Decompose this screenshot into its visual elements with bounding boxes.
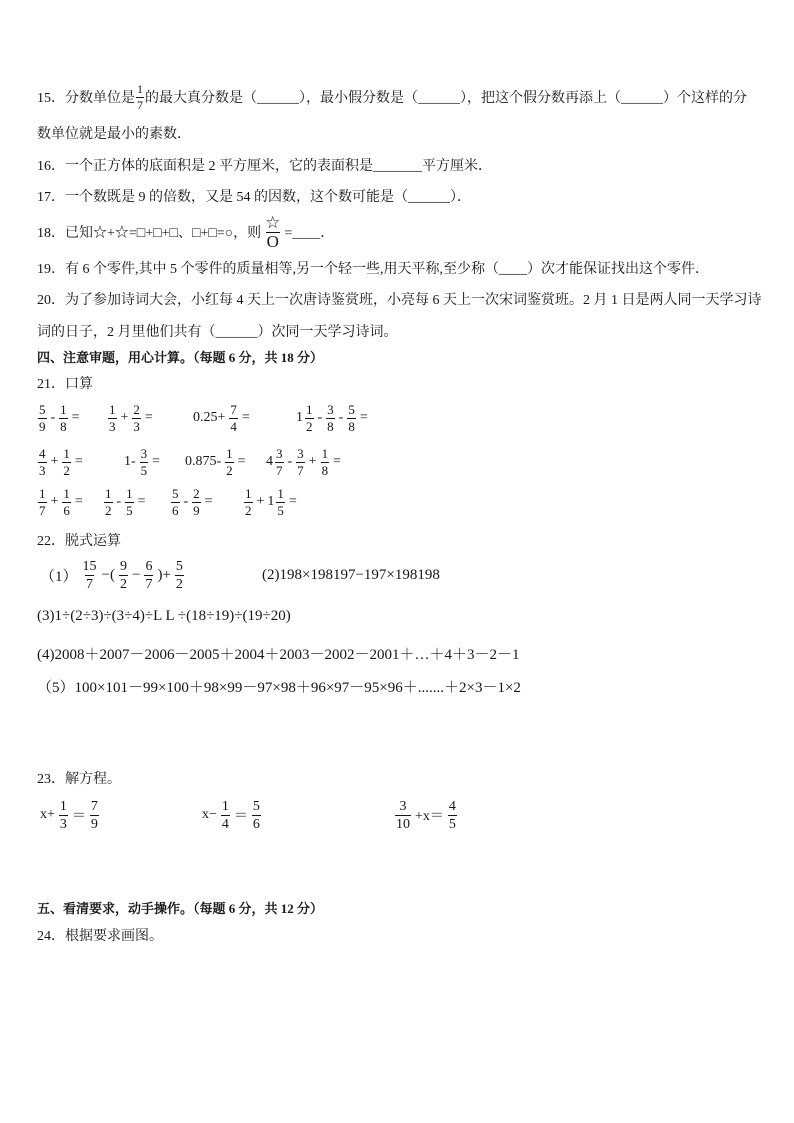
text-segment: 0.25+ [193, 410, 226, 425]
fraction-denominator: 8 [60, 418, 67, 434]
text-segment: 15．分数单位是 [37, 91, 135, 106]
text-segment: 18．已知☆+☆=□+□+□、□+□=○，则 [37, 226, 262, 241]
question-20-text: 20．为了参加诗词大会，小红每 4 天上一次唐诗鉴赏班，小亮每 6 天上一次宋词鉴赏班。2 月 1 日是两人同一天学习诗 [37, 293, 762, 308]
fraction-numerator: 3 [276, 445, 283, 461]
fraction-numerator: 5 [252, 798, 260, 814]
question-24 [37, 917, 163, 953]
stepwise-calc-3-text: (3)1÷(2÷3)÷(3÷4)÷L L ÷(18÷19)÷(19÷20) [37, 607, 291, 624]
fraction-denominator: 6 [172, 502, 179, 518]
fraction-numerator: 3 [327, 401, 334, 417]
fraction [38, 447, 47, 478]
stepwise-calc-4 [37, 635, 520, 671]
fraction-numerator: 6 [145, 558, 153, 574]
fraction-denominator: 7 [137, 97, 143, 112]
fraction [252, 799, 261, 832]
fraction-denominator: 2 [119, 576, 127, 592]
mixed-number-whole: 1 [296, 410, 303, 425]
text-segment: - [183, 494, 189, 509]
equation-3 [394, 797, 458, 833]
fraction [244, 487, 253, 518]
oral-calc-item [170, 484, 216, 520]
oral-calc-item [107, 400, 156, 436]
text-segment: ＝ [233, 809, 248, 824]
fraction-numerator: 3 [140, 445, 148, 461]
oral-calc-item [103, 484, 149, 520]
stepwise-calc-5-text: （5）100×101－99×100＋98×99－97×98＋96×97－95×96＋.......＋2×3－1×2 [37, 679, 521, 696]
fraction-numerator: 7 [90, 798, 98, 814]
text-segment: = [74, 494, 83, 509]
fraction-denominator: 5 [277, 502, 284, 518]
fraction-denominator: 10 [396, 816, 410, 832]
text-segment: + [50, 454, 59, 469]
text-segment: =____． [284, 226, 335, 241]
fraction-denominator: 2 [226, 462, 233, 478]
fraction [104, 487, 113, 518]
text-segment: = [359, 410, 368, 425]
fraction-numerator: 1 [245, 485, 252, 501]
fraction-numerator: 9 [119, 558, 127, 574]
fraction-denominator: 8 [348, 418, 355, 434]
stepwise-calc-1 [37, 557, 185, 593]
fraction [326, 403, 335, 434]
fraction-denominator: 8 [321, 462, 329, 478]
fraction [132, 403, 141, 434]
oral-calc-item [243, 484, 300, 520]
fraction-numerator: 1 [59, 798, 67, 814]
fraction [62, 447, 71, 478]
fraction-denominator: 9 [193, 502, 200, 518]
fraction-denominator: 4 [230, 418, 237, 434]
text-segment: - [338, 410, 344, 425]
fraction-denominator: 3 [109, 418, 116, 434]
fraction-numerator: 1 [321, 445, 329, 461]
fraction-denominator: 3 [133, 418, 140, 434]
text-segment: - [50, 410, 56, 425]
fraction [62, 487, 71, 518]
fraction-numerator: 1 [63, 485, 70, 501]
text-segment: −( [101, 566, 115, 583]
oral-calc-item [296, 400, 371, 436]
fraction [140, 447, 149, 478]
fraction-numerator: 3 [297, 445, 304, 461]
text-segment: + [308, 454, 317, 469]
fraction [136, 83, 144, 112]
oral-calc-item [266, 444, 344, 480]
text-segment: = [237, 454, 246, 469]
stepwise-calc-3 [37, 598, 291, 634]
fraction [125, 487, 134, 518]
text-segment: = [204, 494, 213, 509]
stepwise-calc-2 [262, 557, 440, 593]
fraction-numerator: 4 [39, 445, 46, 461]
fraction-numerator: 5 [172, 485, 179, 501]
text-segment: （1） [40, 568, 78, 585]
fraction-numerator: 5 [348, 401, 355, 417]
fraction-denominator: 2 [175, 576, 183, 592]
question-18 [37, 214, 334, 250]
equation-2 [199, 797, 262, 833]
text-segment: 的最大真分数是（______），最小假分数是（______），把这个假分数再添上（______）个这样的分 [145, 91, 747, 106]
fraction [171, 487, 180, 518]
text-segment: = [144, 410, 153, 425]
fraction-denominator: O [266, 231, 279, 250]
fraction-numerator: 1 [39, 485, 46, 501]
fraction-denominator: 5 [448, 816, 456, 832]
text-segment: + [120, 410, 129, 425]
text-segment: − [131, 566, 141, 583]
text-segment: = [241, 410, 250, 425]
fraction [229, 403, 238, 434]
question-20-line-1 [37, 281, 762, 317]
oral-calc-item [190, 400, 253, 436]
fraction-numerator: 1 [221, 798, 229, 814]
question-23-title: 23．解方程。 [37, 772, 121, 787]
text-segment: )+ [157, 566, 171, 583]
fraction-numerator: 1 [63, 445, 70, 461]
fraction [347, 403, 356, 434]
fraction-denominator: 5 [140, 462, 148, 478]
question-23-heading [37, 760, 121, 796]
fraction-numerator: 1 [126, 485, 133, 501]
fraction-numerator: 15 [82, 558, 97, 574]
fraction-numerator: 4 [448, 798, 456, 814]
fraction-numerator: 5 [175, 558, 183, 574]
text-segment: 0.875- [185, 454, 222, 469]
fraction-denominator: 3 [39, 462, 46, 478]
question-16-text: 16．一个正方体的底面积是 2 平方厘米，它的表面积是_______平方厘米． [37, 159, 492, 174]
fraction-denominator: 2 [306, 418, 313, 434]
question-20-text-continued: 词的日子，2 月里他们共有（______）次同一天学习诗词。 [37, 325, 398, 340]
text-segment: + [256, 494, 265, 509]
text-segment: = [288, 494, 297, 509]
text-segment: 1- [124, 454, 136, 469]
text-segment: x− [202, 807, 217, 822]
fraction-denominator: 6 [63, 502, 70, 518]
text-segment: = [137, 494, 146, 509]
question-15-text-continued: 数单位就是最小的素数． [37, 127, 191, 142]
fraction-denominator: 3 [59, 816, 67, 832]
fraction [305, 403, 314, 434]
fraction-numerator: 1 [105, 485, 112, 501]
text-segment: x+ [40, 807, 55, 822]
question-21-heading [37, 365, 93, 401]
section-4-title: 四、注意审题，用心计算。（每题 6 分，共 18 分） [37, 349, 324, 365]
question-21-title: 21．口算 [37, 377, 93, 392]
fraction-numerator: 1 [306, 401, 313, 417]
question-24-text: 24．根据要求画图。 [37, 929, 163, 944]
fraction-denominator: 6 [252, 816, 260, 832]
fraction-numerator: 2 [133, 401, 140, 417]
question-17-text: 17．一个数既是 9 的倍数，又是 54 的因数，这个数可能是（______）． [37, 190, 471, 205]
fraction [38, 403, 47, 434]
stepwise-calc-2-text: (2)198×198197−197×198198 [262, 566, 440, 583]
oral-calc-item [37, 484, 86, 520]
section-5-title: 五、看清要求，动手操作。（每题 6 分，共 12 分） [37, 900, 324, 916]
text-segment: +x＝ [415, 809, 444, 824]
fraction [108, 403, 117, 434]
equation-1 [37, 797, 100, 833]
text-segment: = [152, 454, 161, 469]
fraction-numerator: 1 [60, 401, 67, 417]
fraction [192, 487, 201, 518]
fraction-denominator: 4 [221, 816, 229, 832]
fraction-denominator: 7 [39, 502, 46, 518]
oral-calc-item [121, 444, 163, 480]
fraction-denominator: 9 [39, 418, 46, 434]
text-segment: = [71, 410, 80, 425]
fraction [221, 799, 230, 832]
fraction [296, 447, 305, 478]
fraction-numerator: 2 [193, 485, 200, 501]
fraction [275, 447, 284, 478]
fraction-numerator: 3 [399, 798, 407, 814]
oral-calc-item [37, 400, 83, 436]
question-17 [37, 178, 471, 214]
fraction-denominator: 7 [297, 462, 304, 478]
question-19-text: 19．有 6 个零件,其中 5 个零件的质量相等,另一个轻一些,用天平称,至少称（____）次才能保证找出这个零件． [37, 262, 709, 277]
fraction [59, 403, 68, 434]
oral-calc-item [37, 444, 86, 480]
text-segment: = [333, 454, 341, 469]
fraction [448, 799, 457, 832]
fraction [90, 799, 99, 832]
fraction [321, 447, 330, 478]
text-segment: - [317, 410, 323, 425]
question-22-heading [37, 522, 121, 558]
fraction [82, 559, 98, 592]
text-segment: = [74, 454, 83, 469]
fraction [175, 559, 184, 592]
fraction-denominator: 5 [126, 502, 133, 518]
fraction-numerator: ☆ [265, 214, 281, 232]
fraction-numerator: 1 [137, 81, 143, 96]
text-segment: - [287, 454, 293, 469]
fraction [38, 487, 47, 518]
fraction-numerator: 1 [226, 445, 233, 461]
stepwise-calc-4-text: (4)2008＋2007－2006－2005＋2004＋2003－2002－2001＋…＋4＋3－2－1 [37, 646, 520, 663]
fraction-denominator: 7 [145, 576, 153, 592]
stepwise-calc-5 [37, 668, 521, 704]
mixed-number-whole: 4 [266, 454, 273, 469]
fraction-denominator: 2 [63, 462, 70, 478]
fraction [144, 559, 153, 592]
oral-calc-item [182, 444, 249, 480]
fraction-numerator: 7 [230, 401, 237, 417]
text-segment: + [50, 494, 59, 509]
mixed-number-whole: 1 [267, 494, 275, 509]
fraction-numerator: 5 [39, 401, 46, 417]
fraction-denominator: 9 [90, 816, 98, 832]
fraction-denominator: 8 [327, 418, 334, 434]
fraction [225, 447, 234, 478]
fraction-denominator: 2 [105, 502, 112, 518]
fraction-denominator: 7 [276, 462, 283, 478]
fraction-denominator: 2 [245, 502, 252, 518]
question-22-title: 22．脱式运算 [37, 534, 121, 549]
question-15-line-1 [37, 79, 747, 115]
question-15-line-2 [37, 115, 191, 151]
fraction [276, 487, 285, 518]
fraction-numerator: 1 [109, 401, 116, 417]
fraction [264, 215, 281, 250]
fraction-denominator: 7 [86, 576, 94, 592]
fraction [59, 799, 68, 832]
fraction [119, 559, 128, 592]
text-segment: ＝ [71, 809, 86, 824]
text-segment: - [116, 494, 122, 509]
fraction-numerator: 1 [277, 485, 284, 501]
fraction [395, 799, 411, 832]
